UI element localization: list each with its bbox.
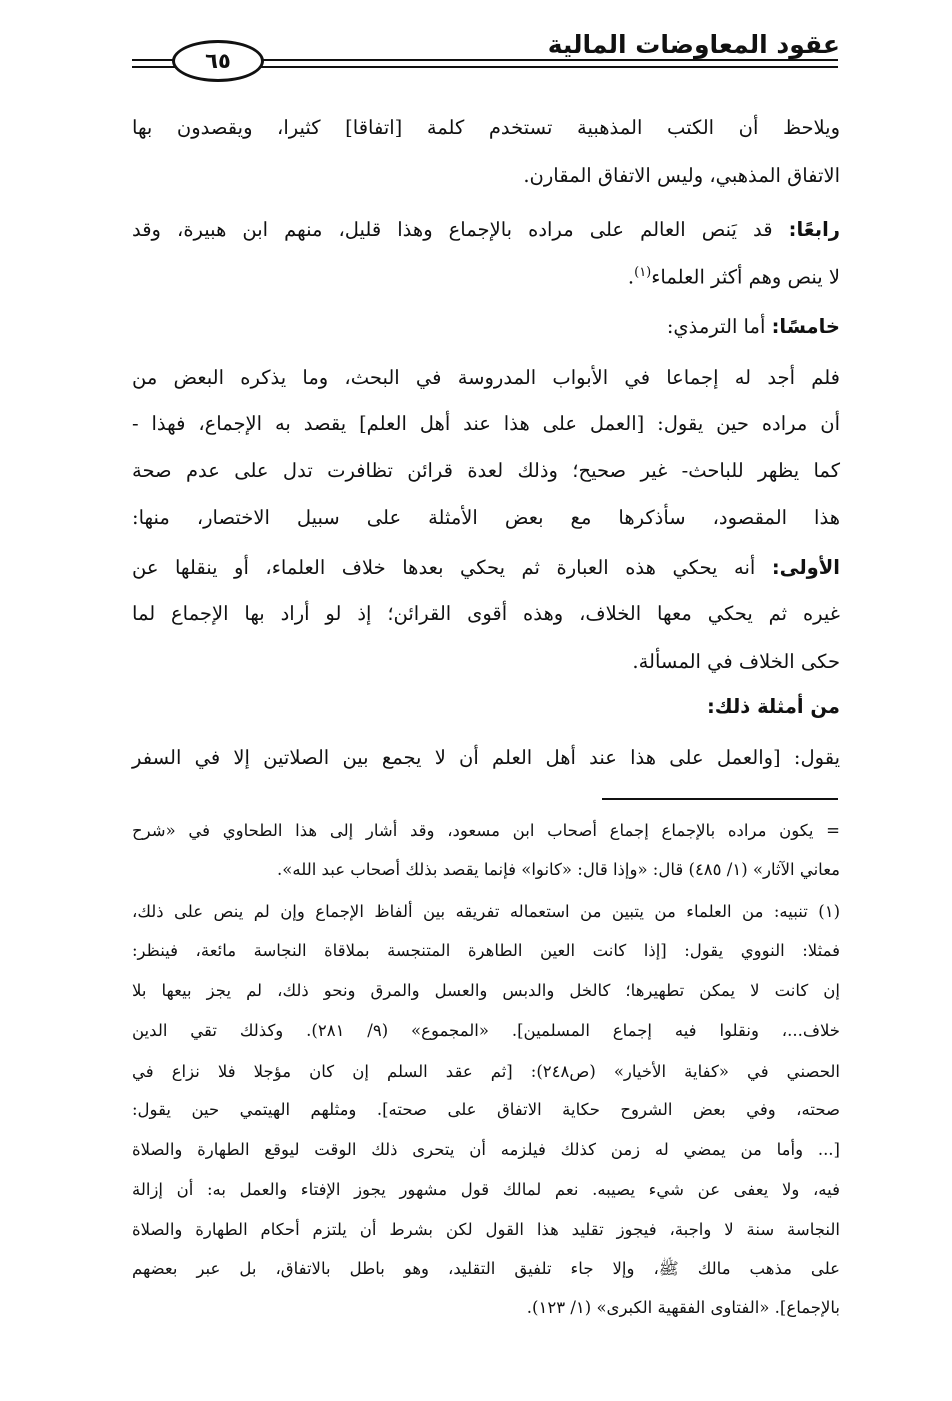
footnote-line-8: صحته، وفي بعض الشروح حكاية الاتفاق على صحته]. ومثلهم الهيتمي حين يقول: xyxy=(132,1100,840,1119)
footnote-line-6: خلاف...، ونقلوا فيه إجماع المسلمين]. «المجموع» (٩/ ٢٨١). وكذلك تقي الدين xyxy=(132,1021,841,1040)
period: . xyxy=(627,265,635,289)
examples-heading: من أمثلة ذلك: xyxy=(707,695,840,718)
khamis-text: أما الترمذي: xyxy=(666,315,766,338)
footnote-line-13: بالإجماع]. «الفتاوى الفقهية الكبرى» (١/ ١٢٣). xyxy=(526,1298,840,1317)
paragraph-rabi-line-1 xyxy=(132,220,840,240)
body-line-2: الاتفاق المذهبي، وليس الاتفاق المقارن. xyxy=(523,164,840,187)
paragraph-ula-line-1 xyxy=(132,558,840,578)
footnote-line-9: [... وأما من يمضي له زمن كذلك فيلزمه أن يتحرى ذلك الوقت ليوقع الطهارة والصلاة xyxy=(132,1140,840,1159)
label-ula: الأولى: xyxy=(771,556,840,579)
footnote-line-2: معاني الآثار» (١/ ٤٨٥) قال: «وإذا قال: «كانوا» فإنما يقصد بذلك أصحاب عبد الله». xyxy=(277,860,840,879)
footnote-separator xyxy=(602,798,838,800)
footnote-line-11: النجاسة سنة لا واجبة، فيجوز تقليد هذا القول لكن بشرط أن يلتزم أحكام الطهارة والصلاة xyxy=(132,1220,840,1239)
body-line-6: فلم أجد له إجماعا في الأبواب المدروسة في البحث، وما يذكره البعض من xyxy=(132,366,840,389)
rabi-text-end: لا ينص وهم أكثر العلماء xyxy=(651,265,840,289)
label-rabi: رابعًا: xyxy=(788,218,841,241)
body-line-12: حكى الخلاف في المسألة. xyxy=(632,650,840,673)
footnote-line-5: إن كانت لا يمكن تطهيرها؛ كالخل والدبس والعسل والمرق ونحو ذلك، لم يجز بيعها بلا xyxy=(132,981,840,1000)
footnote-line-4: فمثلا: النووي يقول: [إذا كانت العين الطاهرة المتنجسة بملاقاة النجاسة مائعة، فينظر: xyxy=(132,941,840,960)
footnote-line-1: = يكون مراده بالإجماع إجماع أصحاب ابن مسعود، وقد أشار إلى هذا الطحاوي في «شرح xyxy=(132,821,840,840)
body-line-1: ويلاحظ أن الكتب المذهبية تستخدم كلمة [اتفاقا] كثيرا، ويقصدون بها xyxy=(132,116,840,139)
footnote-line-3: (١) تنبيه: من العلماء من يتبين من استعماله تفريقه بين ألفاظ الإجماع وإن لم ينص على ذلك، xyxy=(132,902,840,921)
label-khamis: خامسًا: xyxy=(771,315,840,338)
body-line-8: كما يظهر للباحث- غير صحيح؛ وذلك لعدة قرائن تظافرت تدل على عدم صحة xyxy=(132,459,840,482)
paragraph-khamis xyxy=(132,317,840,337)
page-number: ٦٥ xyxy=(172,40,264,82)
body-line-7: أن مراده حين يقول: [العمل على هذا عند أهل العلم] يقصد به الإجماع، فهذا - xyxy=(132,412,840,435)
body-line-14: يقول: [والعمل على هذا عند أهل العلم أن لا يجمع بين الصلاتين إلا في السفر xyxy=(132,746,840,769)
footnote-line-7: الحصني في «كفاية الأخيار» (ص٢٤٨): [ثم عقد السلم إن كان مؤجلا فلا نزاع في xyxy=(132,1062,840,1081)
footnote-reference: (١) xyxy=(634,265,652,280)
footnote-line-10: فيه، ولا يعفى عن شيء يصيبه. نعم لمالك قول مشهور يجوز الإفتاء والعمل به: أن إزالة xyxy=(132,1180,840,1199)
paragraph-rabi-line-2 xyxy=(132,266,840,287)
running-header-title: عقود المعاوضات المالية xyxy=(547,30,840,59)
ula-text: أنه يحكي هذه العبارة ثم يحكي بعدها خلاف العلماء، أو ينقلها عن xyxy=(132,556,756,579)
body-line-9: هذا المقصود، سأذكرها مع بعض الأمثلة على سبيل الاختصار، منها: xyxy=(132,506,840,529)
body-line-11: غيره ثم يحكي معها الخلاف، وهذه أقوى القرائن؛ إذ لو أراد بها الإجماع لما xyxy=(132,602,840,625)
footnote-line-12: على مذهب مالك ﷺ، وإلا جاء تلفيق التقليد، وهو باطل بالاتفاق، بل عبر بعضهم xyxy=(132,1259,840,1278)
rabi-text: قد يَنص العالم على مراده بالإجماع وهذا قليل، منهم ابن هبيرة، وقد xyxy=(132,218,773,241)
